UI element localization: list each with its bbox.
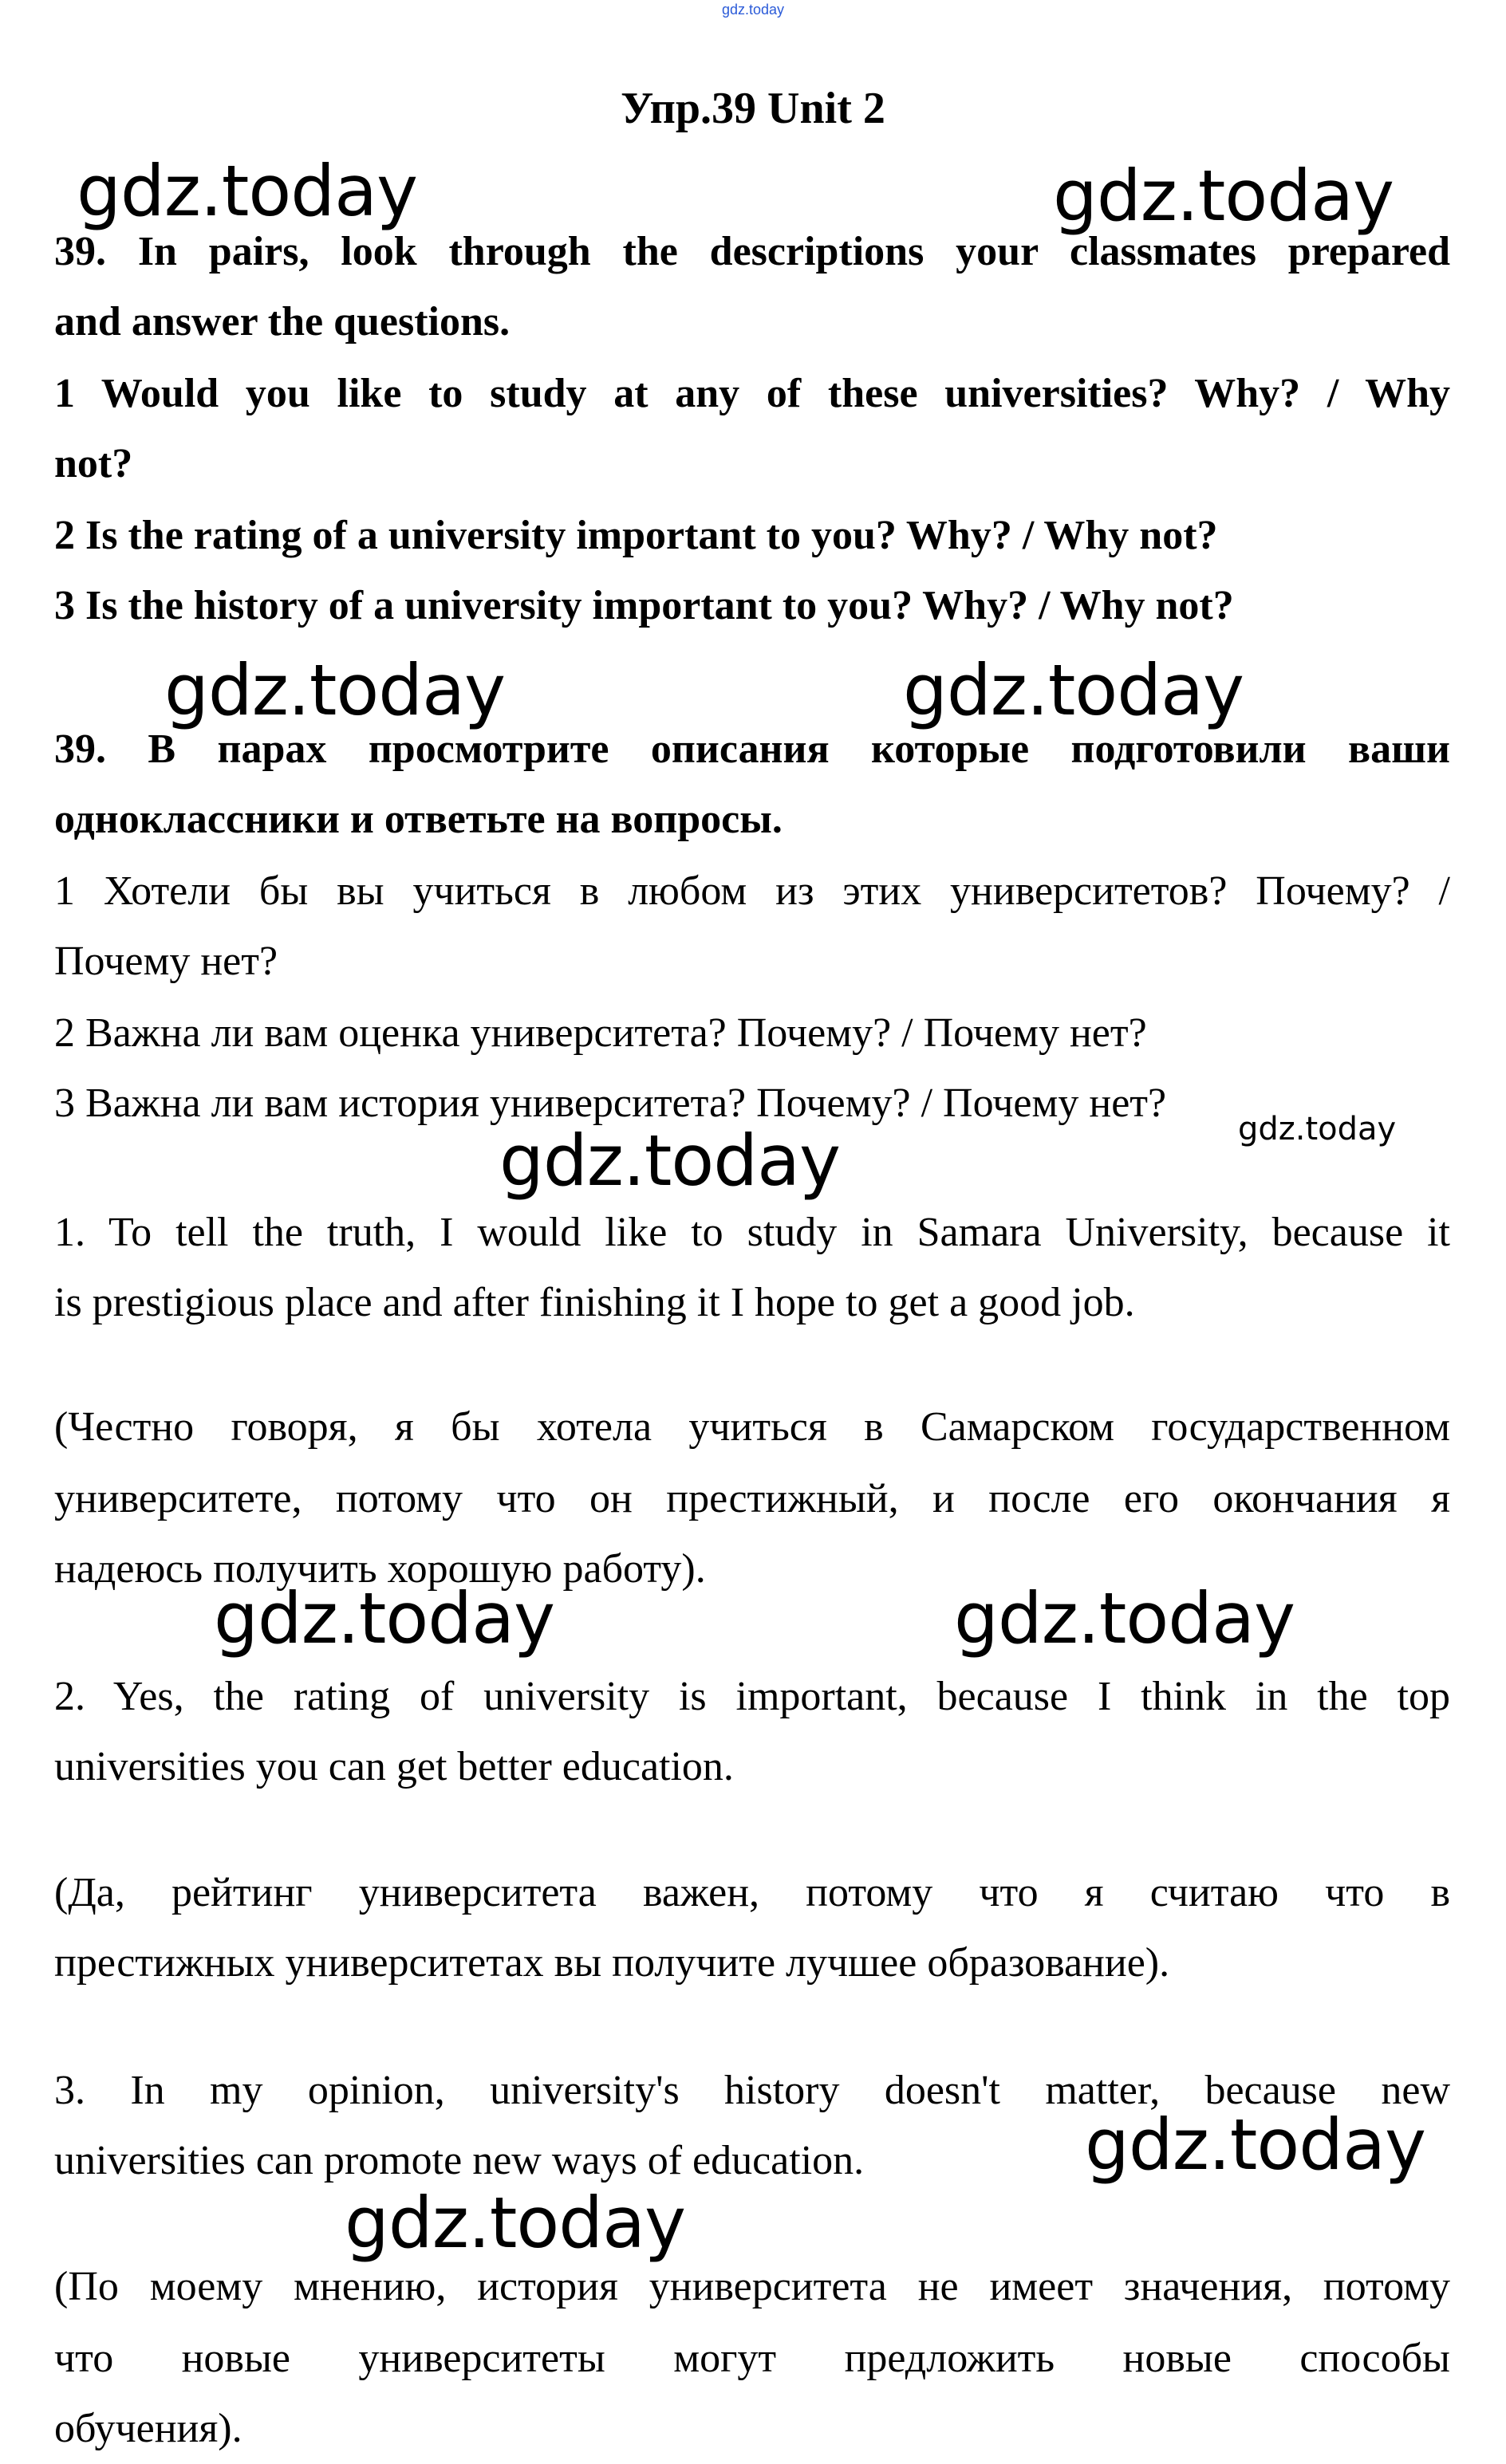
- watermark: gdz.today: [1085, 2104, 1426, 2186]
- answer2-ru-line1: (Да, рейтинг университета важен, потому что я считаю что в: [54, 1870, 1450, 1915]
- task-en-q3: 3 Is the history of a university important to you? Why? / Why not?: [54, 583, 1234, 628]
- answer1-en-line2: is prestigious place and after finishing it I hope to get a good job.: [54, 1280, 1135, 1325]
- watermark: gdz.today: [1053, 155, 1394, 237]
- watermark: gdz.today: [345, 2182, 686, 2264]
- answer3-en-line1: 3. In my opinion, university's history doesn't matter, because new: [54, 2068, 1450, 2113]
- answer2-ru-line2: престижных университетах вы получите лучшее образование).: [54, 1940, 1170, 1986]
- answer2-en-line1: 2. Yes, the rating of university is important, because I think in the top: [54, 1674, 1450, 1719]
- task-ru-q1-line1: 1 Хотели бы вы учиться в любом из этих университетов? Почему? /: [54, 868, 1450, 914]
- watermark: gdz.today: [1238, 1111, 1397, 1147]
- answer3-ru-line2: что новые университеты могут предложить новые способы: [54, 2336, 1450, 2381]
- page-title: Упр.39 Unit 2: [621, 84, 885, 133]
- task-en-heading-line1: 39. In pairs, look through the descriptions your classmates prepared: [54, 229, 1450, 274]
- task-ru-q1-line2: Почему нет?: [54, 939, 278, 984]
- watermark: gdz.today: [164, 649, 506, 731]
- task-en-q1-line1: 1 Would you like to study at any of these universities? Why? / Why: [54, 371, 1450, 416]
- watermark: gdz.today: [954, 1577, 1295, 1659]
- answer1-ru-line3: надеюсь получить хорошую работу).: [54, 1546, 706, 1592]
- answer3-en-line2: universities can promote new ways of education.: [54, 2138, 865, 2183]
- task-ru-heading-line2: одноклассники и ответьте на вопросы.: [54, 797, 783, 842]
- watermark: gdz.today: [214, 1577, 555, 1659]
- answer3-ru-line3: обучения).: [54, 2406, 242, 2451]
- task-ru-heading-line1: 39. В парах просмотрите описания которые подготовили ваши: [54, 726, 1450, 772]
- task-ru-q2: 2 Важна ли вам оценка университета? Почему? / Почему нет?: [54, 1010, 1147, 1056]
- top-watermark: gdz.today: [721, 2, 785, 18]
- answer1-ru-line1: (Честно говоря, я бы хотела учиться в Самарском государственном: [54, 1404, 1450, 1450]
- answer3-ru-line1: (По моему мнению, история университета не имеет значения, потому: [54, 2264, 1450, 2309]
- answer1-ru-line2: университете, потому что он престижный, и после его окончания я: [54, 1476, 1450, 1521]
- answer2-en-line2: universities you can get better education.: [54, 1744, 734, 1789]
- watermark: gdz.today: [499, 1120, 841, 1202]
- watermark: gdz.today: [77, 150, 418, 232]
- task-en-q1-line2: not?: [54, 441, 133, 486]
- answer1-en-line1: 1. To tell the truth, I would like to study in Samara University, because it: [54, 1210, 1450, 1255]
- task-en-q2: 2 Is the rating of a university important to you? Why? / Why not?: [54, 513, 1218, 558]
- watermark: gdz.today: [903, 649, 1244, 731]
- task-en-heading-line2: and answer the questions.: [54, 299, 511, 344]
- task-ru-q3: 3 Важна ли вам история университета? Почему? / Почему нет?: [54, 1080, 1167, 1126]
